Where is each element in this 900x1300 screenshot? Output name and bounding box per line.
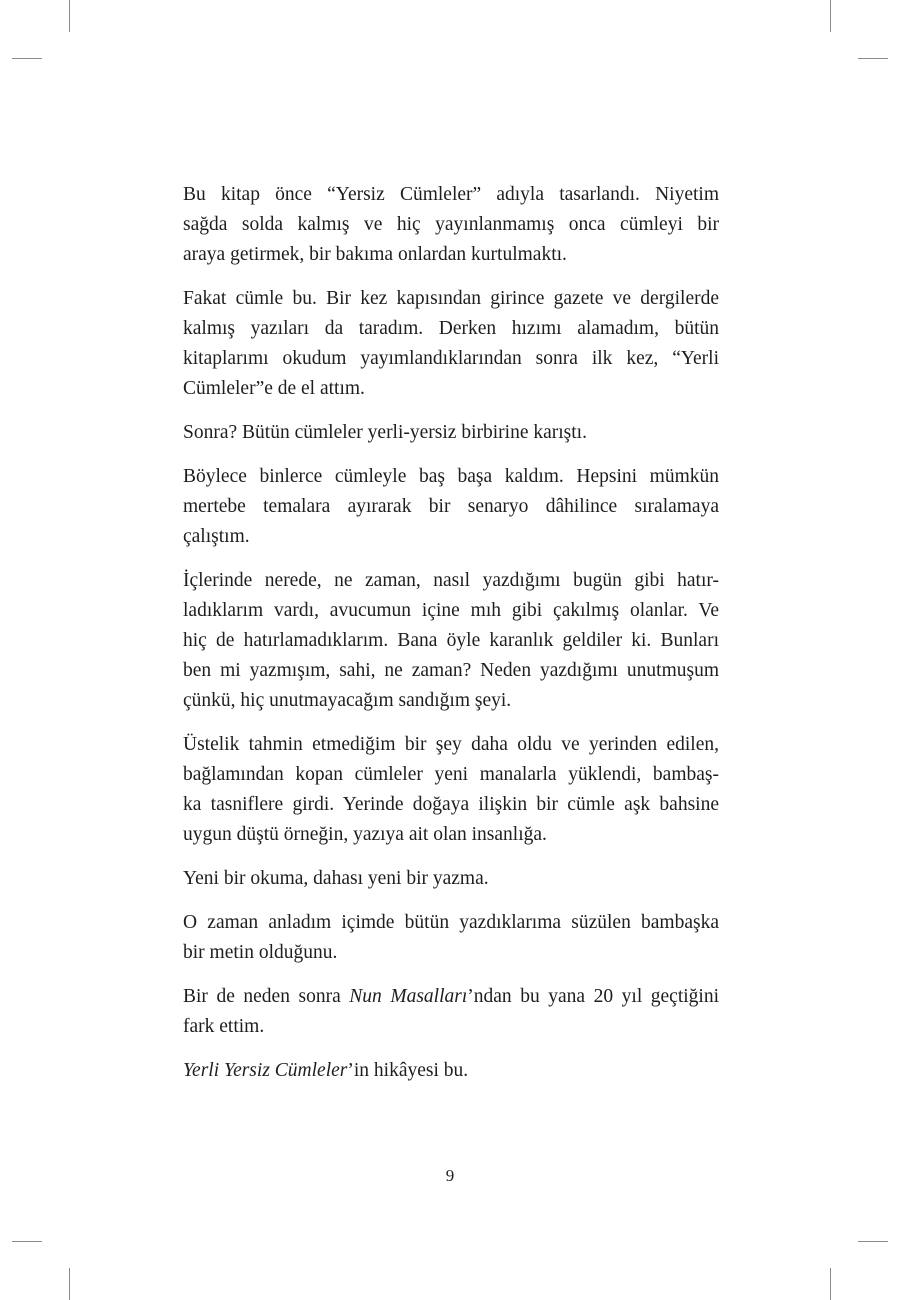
text-line: Böylece binlerce cümleyle baş başa kaldım. Hepsini mümkün [183, 466, 719, 487]
paragraph [183, 566, 719, 716]
text-line: Cümleler”e de el attım. [183, 378, 365, 399]
paragraph [183, 180, 719, 270]
text-line: İçlerinde nerede, ne zaman, nasıl yazdığımı bugün gibi hatır- [183, 570, 719, 591]
text-line [183, 982, 719, 1012]
crop-mark-bottom-right [830, 1268, 831, 1300]
text-line: mertebe temalara ayırarak bir senaryo dâhilince sıralamaya [183, 496, 719, 517]
paragraph [183, 982, 719, 1042]
text-line: kalmış yazıları da taradım. Derken hızımı alamadım, bütün [183, 318, 719, 339]
book-title: Yerli Yersiz Cümleler [183, 1060, 348, 1081]
text-line: araya getirmek, bir bakıma onlardan kurtulmaktı. [183, 244, 567, 265]
crop-mark-left-bottom [12, 1241, 42, 1242]
page-number: 9 [445, 1166, 455, 1185]
text-line: fark ettim. [183, 1016, 265, 1037]
text-line: çünkü, hiç unutmayacağım sandığım şeyi. [183, 690, 512, 711]
text-line: hiç de hatırlamadıklarım. Bana öyle karanlık geldiler ki. Bunları [183, 630, 719, 651]
text-line: Bu kitap önce “Yersiz Cümleler” adıyla tasarlandı. Niyetim [183, 184, 719, 205]
text-line: ben mi yazmışım, sahi, ne zaman? Neden yazdığımı unutmuşum [183, 660, 719, 681]
text-line: Fakat cümle bu. Bir kez kapısından girince gazete ve dergilerde [183, 288, 719, 309]
paragraph [183, 462, 719, 552]
crop-mark-right-top [858, 58, 888, 59]
text-line: Sonra? Bütün cümleler yerli-yersiz birbirine karıştı. [183, 422, 587, 443]
text-line: uygun düştü örneğin, yazıya ait olan insanlığa. [183, 824, 547, 845]
paragraph [183, 1056, 719, 1086]
paragraph [183, 908, 719, 968]
paragraph [183, 730, 719, 850]
text-line: Üstelik tahmin etmediğim bir şey daha oldu ve yerinden edilen, [183, 734, 719, 755]
paragraph [183, 284, 719, 404]
body-text [183, 180, 719, 1100]
text-line: ka tasniflere girdi. Yerinde doğaya ilişkin bir cümle aşk bahsine [183, 794, 719, 815]
crop-mark-top-left [69, 0, 70, 32]
text-line: ladıklarım vardı, avucumun içine mıh gibi çakılmış olanlar. Ve [183, 600, 719, 621]
paragraph [183, 864, 719, 894]
book-title: Nun Masalları [349, 986, 468, 1007]
crop-mark-bottom-left [69, 1268, 70, 1300]
text-line: Yeni bir okuma, dahası yeni bir yazma. [183, 868, 489, 889]
crop-mark-right-bottom [858, 1241, 888, 1242]
crop-mark-left-top [12, 58, 42, 59]
paragraph [183, 418, 719, 448]
text-line: kitaplarımı okudum yayımlandıklarından sonra ilk kez, “Yerli [183, 348, 719, 369]
text-line: bir metin olduğunu. [183, 942, 338, 963]
crop-mark-top-right [830, 0, 831, 32]
text-line: O zaman anladım içimde bütün yazdıklarıma süzülen bambaşka [183, 912, 719, 933]
text-line [183, 1056, 719, 1086]
text-line: sağda solda kalmış ve hiç yayınlanmamış onca cümleyi bir [183, 214, 719, 235]
text-run: Bir de neden sonra [183, 986, 350, 1007]
text-run: ’in hikâyesi bu. [347, 1060, 469, 1081]
text-line: bağlamından kopan cümleler yeni manalarla yüklendi, bambaş- [183, 764, 719, 785]
text-run: ’ndan bu yana 20 yıl geçtiğini [467, 986, 720, 1007]
text-line: çalıştım. [183, 526, 250, 547]
